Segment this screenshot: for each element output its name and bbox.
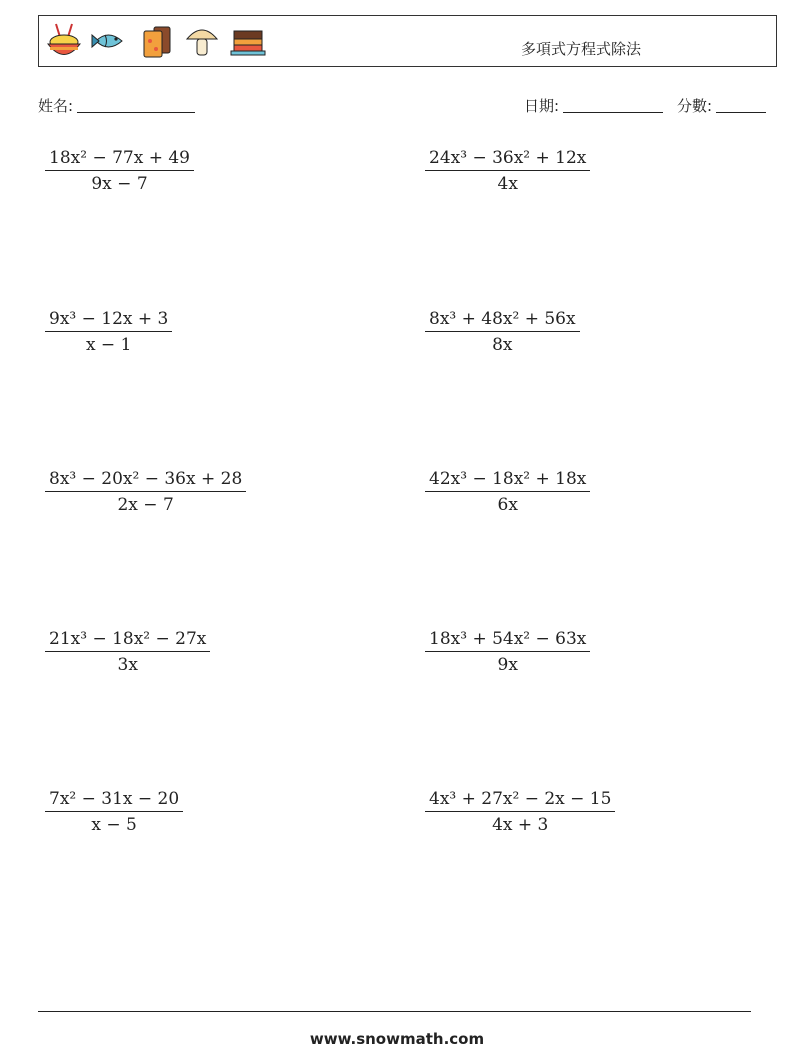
problem-4	[425, 309, 580, 355]
numerator: 24x³ − 36x² + 12x	[429, 148, 587, 168]
denominator: 3x	[45, 651, 210, 675]
denominator: 2x − 7	[45, 491, 246, 515]
denominator: 9x − 7	[45, 170, 194, 194]
problem-8	[425, 629, 590, 675]
problem-5	[45, 469, 246, 515]
numerator: 7x² − 31x − 20	[49, 789, 180, 809]
score-label: 分數:	[677, 97, 713, 115]
numerator: 18x³ + 54x² − 63x	[429, 629, 587, 649]
problem-9	[45, 789, 183, 835]
name-label: 姓名:	[38, 97, 74, 115]
cake-icon	[228, 21, 268, 61]
rice-bowl-icon	[44, 21, 84, 61]
problem-2	[425, 148, 590, 194]
header-box	[38, 15, 777, 67]
problem-1	[45, 148, 194, 194]
numerator: 21x³ − 18x² − 27x	[49, 629, 207, 649]
numerator: 42x³ − 18x² + 18x	[429, 469, 587, 489]
denominator: 9x	[425, 651, 590, 675]
denominator: 8x	[425, 331, 580, 355]
denominator: x − 5	[45, 811, 183, 835]
numerator: 4x³ + 27x² − 2x − 15	[429, 789, 612, 809]
footer-url: www.snowmath.com	[309, 1030, 485, 1048]
date-blank[interactable]	[563, 98, 663, 113]
denominator: 4x	[425, 170, 590, 194]
name-field	[38, 95, 195, 116]
problem-10	[425, 789, 615, 835]
mushroom-icon	[182, 21, 222, 61]
bread-icon	[136, 21, 176, 61]
problem-3	[45, 309, 172, 355]
denominator: 4x + 3	[425, 811, 615, 835]
numerator: 8x³ − 20x² − 36x + 28	[49, 469, 243, 489]
fish-icon	[90, 21, 130, 61]
score-blank[interactable]	[716, 98, 766, 113]
name-blank[interactable]	[77, 98, 195, 113]
numerator: 9x³ − 12x + 3	[49, 309, 169, 329]
date-label: 日期:	[524, 97, 560, 115]
denominator: x − 1	[45, 331, 172, 355]
numerator: 18x² − 77x + 49	[49, 148, 190, 168]
score-field	[677, 95, 766, 116]
worksheet-title: 多項式方程式除法	[521, 40, 642, 58]
footer-divider	[38, 1011, 751, 1012]
icon-strip	[44, 21, 274, 61]
problem-6	[425, 469, 590, 515]
problem-7	[45, 629, 210, 675]
date-field	[524, 95, 663, 116]
denominator: 6x	[425, 491, 590, 515]
numerator: 8x³ + 48x² + 56x	[429, 309, 576, 329]
